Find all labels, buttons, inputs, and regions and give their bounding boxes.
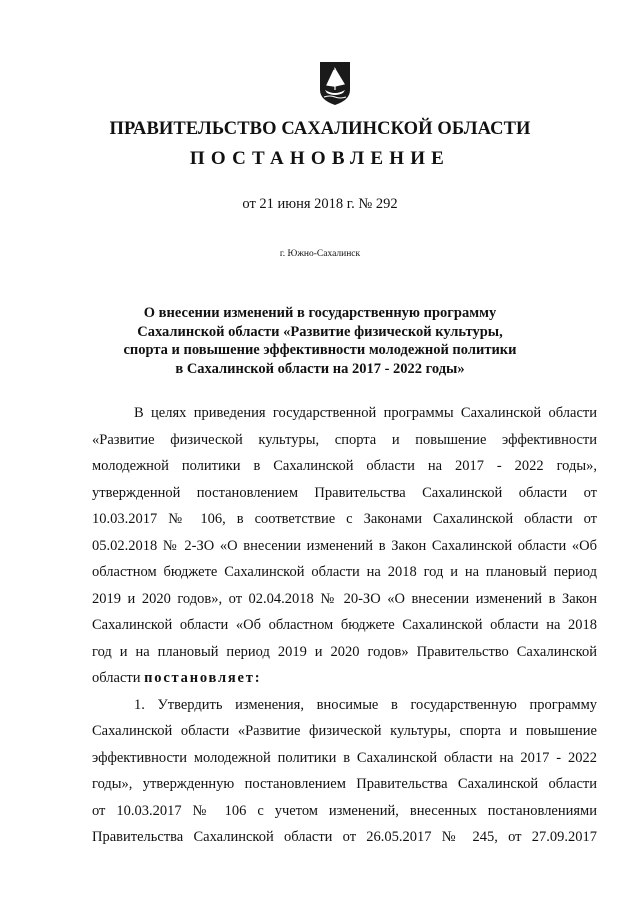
- document-type-heading: ПОСТАНОВЛЕНИЕ: [189, 148, 451, 169]
- decree-line: [92, 665, 597, 692]
- item-line: от 10.03.2017 № 106 с учетом изменений, внесенных постановлениями: [92, 802, 597, 819]
- title-line: спорта и повышение эффективности молодежной политики: [123, 342, 517, 358]
- title-line: в Сахалинской области на 2017 - 2022 годы»: [175, 360, 465, 377]
- document-title: [0, 304, 640, 378]
- date-and-number: от 21 июня 2018 г. № 292: [242, 196, 398, 212]
- body-line: 2019 и 2020 годов», от 02.04.2018 № 20-ЗО «О внесении изменений в Закон: [92, 590, 597, 607]
- document-body: [92, 400, 597, 851]
- title-line: Сахалинской области «Развитие физической культуры,: [137, 323, 503, 340]
- body-line: Сахалинской области «Об областном бюджете Сахалинской области на 2018: [92, 617, 597, 633]
- item-line: Сахалинской области «Развитие физической культуры, спорта и повышение: [92, 723, 597, 739]
- body-line: молодежной политики в Сахалинской области на 2017 - 2022 годы»,: [92, 458, 597, 474]
- body-line: утвержденной постановлением Правительства Сахалинской области от: [92, 484, 597, 501]
- item-line: годы», утвержденную постановлением Правительства Сахалинской области: [92, 776, 597, 792]
- body-line: областном бюджете Сахалинской области на 2018 год и на плановый период: [92, 564, 597, 580]
- decree-keyword: постановляет:: [144, 670, 262, 686]
- city-name: г. Южно-Сахалинск: [279, 249, 361, 259]
- organization-title: ПРАВИТЕЛЬСТВО САХАЛИНСКОЙ ОБЛАСТИ: [109, 119, 531, 139]
- body-line: 05.02.2018 № 2-ЗО «О внесении изменений в Закон Сахалинской области «Об: [92, 537, 597, 554]
- decree-prefix: области: [92, 670, 145, 686]
- item-line: 1. Утвердить изменения, вносимые в государственную программу: [134, 696, 597, 713]
- item-line: Правительства Сахалинской области от 26.05.2017 № 245, от 27.09.2017: [92, 829, 597, 845]
- body-line: В целях приведения государственной программы Сахалинской области: [134, 405, 597, 421]
- body-line: «Развитие физической культуры, спорта и повышение эффективности: [92, 431, 597, 448]
- body-line: 10.03.2017 № 106, в соответствие с Законами Сахалинской области от: [92, 511, 597, 527]
- item-line: эффективности молодежной политики в Сахалинской области на 2017 - 2022: [92, 749, 597, 766]
- title-line: О внесении изменений в государственную программу: [143, 305, 497, 321]
- coat-of-arms-emblem: [318, 60, 352, 106]
- body-line: год и на плановый период 2019 и 2020 годов» Правительство Сахалинской: [92, 643, 597, 660]
